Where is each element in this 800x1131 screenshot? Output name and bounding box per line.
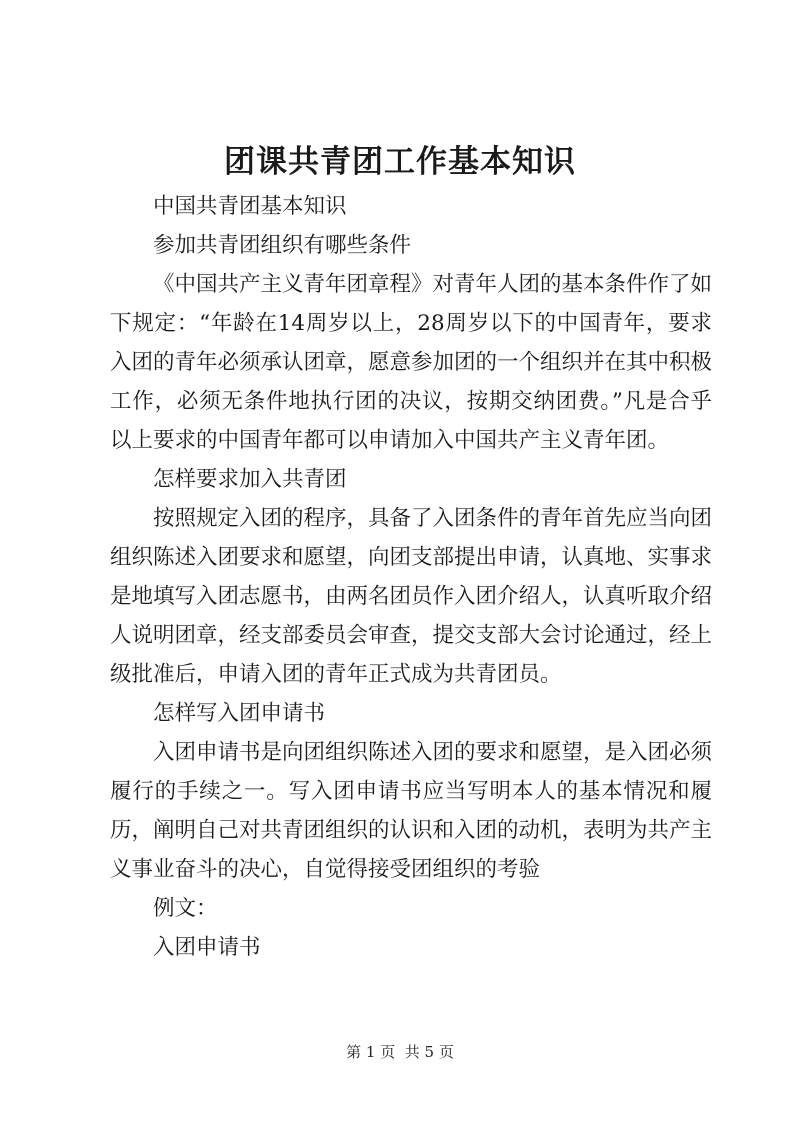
section-heading: 参加共青团组织有哪些条件 bbox=[153, 233, 412, 258]
section-heading: 怎样写入团申请书 bbox=[153, 701, 326, 726]
section-heading: 入团申请书 bbox=[153, 935, 261, 960]
section-heading: 中国共青团基本知识 bbox=[153, 194, 347, 219]
document-body bbox=[110, 187, 712, 967]
body-paragraph: 《中国共产主义青年团章程》对青年人团的基本条件作了如下规定：“年龄在14周岁以上，28周岁以下的中国青年，要求入团的青年必须承认团章，愿意参加团的一个组织并在其中积极工作，必须无条件地执行团的决议，按期交纳团费。”凡是合乎以上要求的中国青年都可以申请加入中国共产主义青年团。 bbox=[110, 272, 713, 453]
page-number-label: 第 1 页 共 5 页 bbox=[346, 1043, 454, 1061]
section-heading: 怎样要求加入共青团 bbox=[153, 467, 347, 492]
page-footer bbox=[0, 1042, 800, 1062]
body-paragraph: 入团申请书是向团组织陈述入团的要求和愿望，是入团必须履行的手续之一。写入团申请书应当写明本人的基本情况和履历，阐明自己对共青团组织的认识和入团的动机，表明为共产主义事业奋斗的决心，自觉得接受团组织的考验 bbox=[110, 740, 713, 882]
section-heading: 例文： bbox=[153, 896, 218, 921]
body-paragraph: 按照规定入团的程序，具备了入团条件的青年首先应当向团组织陈述入团要求和愿望，向团支部提出申请，认真地、实事求是地填写入团志愿书，由两名团员作入团介绍人，认真听取介绍人说明团章，经支部委员会审查，提交支部大会讨论通过，经上级批准后，申请入团的青年正式成为共青团员。 bbox=[110, 506, 713, 687]
document-title: 团课共青团工作基本知识 bbox=[224, 144, 576, 180]
